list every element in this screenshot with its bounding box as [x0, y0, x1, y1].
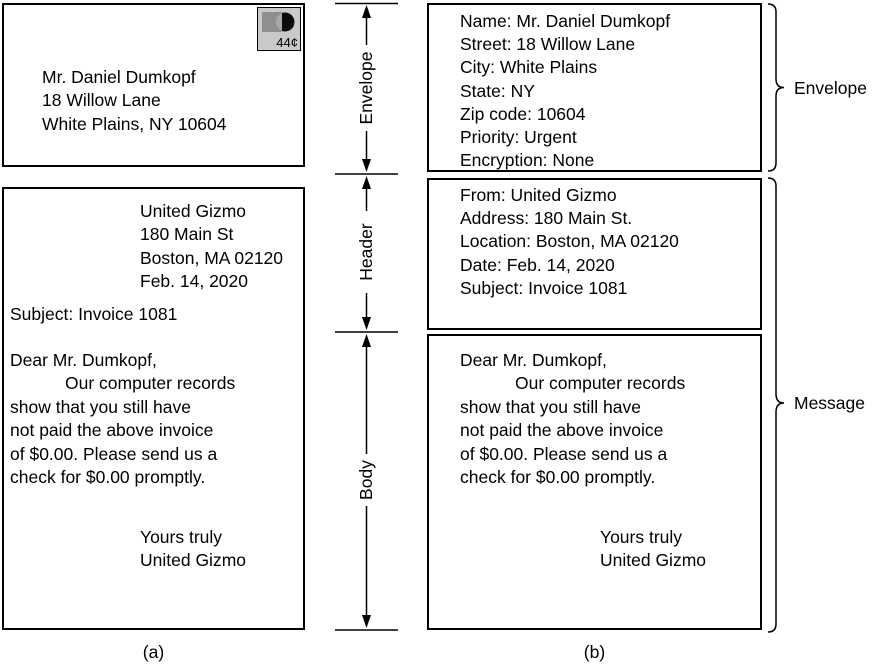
field-line: Location: Boston, MA 02120 — [460, 231, 679, 252]
brace-label-message: Message — [794, 393, 866, 413]
field-line: Subject: Invoice 1081 — [460, 277, 628, 298]
email-envelope-section — [427, 3, 762, 172]
subject-line: Subject: Invoice 1081 — [10, 304, 178, 324]
body-line: check for $0.00 promptly. — [10, 467, 206, 488]
body-line: Dear Mr. Dumkopf, — [10, 350, 157, 370]
body-line: show that you still have — [460, 396, 641, 417]
email-envelope-fields — [460, 10, 670, 172]
postal-letter — [2, 187, 305, 630]
letter-closing — [140, 526, 246, 573]
address-line: White Plains, NY 10604 — [42, 113, 227, 134]
body-line: show that you still have — [10, 396, 191, 417]
address-line: 18 Willow Lane — [42, 90, 161, 111]
recipient-address — [42, 66, 227, 136]
address-line: Mr. Daniel Dumkopf — [42, 67, 196, 87]
section-label-header: Header — [356, 223, 376, 281]
postal-envelope — [2, 3, 305, 167]
field-line: Date: Feb. 14, 2020 — [460, 254, 615, 275]
field-line: Encryption: None — [460, 150, 595, 171]
message-brace — [768, 178, 784, 632]
closing-line: Yours truly — [140, 527, 223, 547]
sender-line: Feb. 14, 2020 — [140, 271, 248, 292]
email-header-section — [427, 178, 762, 330]
body-line: of $0.00. Please send us a — [460, 443, 668, 464]
email-body — [460, 349, 685, 489]
section-label-body: Body — [356, 460, 376, 500]
section-label-envelope: Envelope — [356, 51, 376, 125]
field-line: City: White Plains — [460, 57, 598, 78]
body-line: check for $0.00 promptly. — [460, 467, 656, 488]
letter-body — [10, 349, 235, 489]
panel-b-caption: (b) — [583, 642, 606, 662]
body-line: not paid the above invoice — [10, 420, 214, 441]
envelope-brace — [768, 4, 784, 171]
body-line: Dear Mr. Dumkopf, — [460, 350, 607, 370]
sender-block — [140, 200, 283, 294]
brace-label-envelope: Envelope — [794, 78, 867, 98]
field-line: Street: 18 Willow Lane — [460, 34, 636, 55]
body-line: of $0.00. Please send us a — [10, 443, 218, 464]
field-line: Zip code: 10604 — [460, 103, 586, 124]
email-closing — [600, 526, 706, 573]
sender-line: Boston, MA 02120 — [140, 247, 284, 268]
sender-line: United Gizmo — [140, 201, 247, 221]
sender-line: 180 Main St — [140, 224, 234, 245]
closing-line: United Gizmo — [600, 550, 707, 571]
email-header-fields — [460, 184, 679, 300]
field-line: Address: 180 Main St. — [460, 208, 633, 229]
body-line: Our computer records — [515, 373, 686, 394]
closing-line: Yours truly — [600, 527, 683, 547]
field-line: Priority: Urgent — [460, 127, 577, 148]
panel-a-caption: (a) — [142, 642, 165, 662]
stamp-value: 44¢ — [276, 35, 298, 50]
email-body-section — [427, 334, 762, 630]
field-line: State: NY — [460, 80, 535, 101]
postage-stamp-icon — [257, 7, 301, 51]
field-line: Name: Mr. Daniel Dumkopf — [460, 11, 671, 31]
closing-line: United Gizmo — [140, 550, 247, 571]
body-line: not paid the above invoice — [460, 420, 664, 441]
body-line: Our computer records — [65, 373, 236, 394]
field-line: From: United Gizmo — [460, 185, 617, 205]
